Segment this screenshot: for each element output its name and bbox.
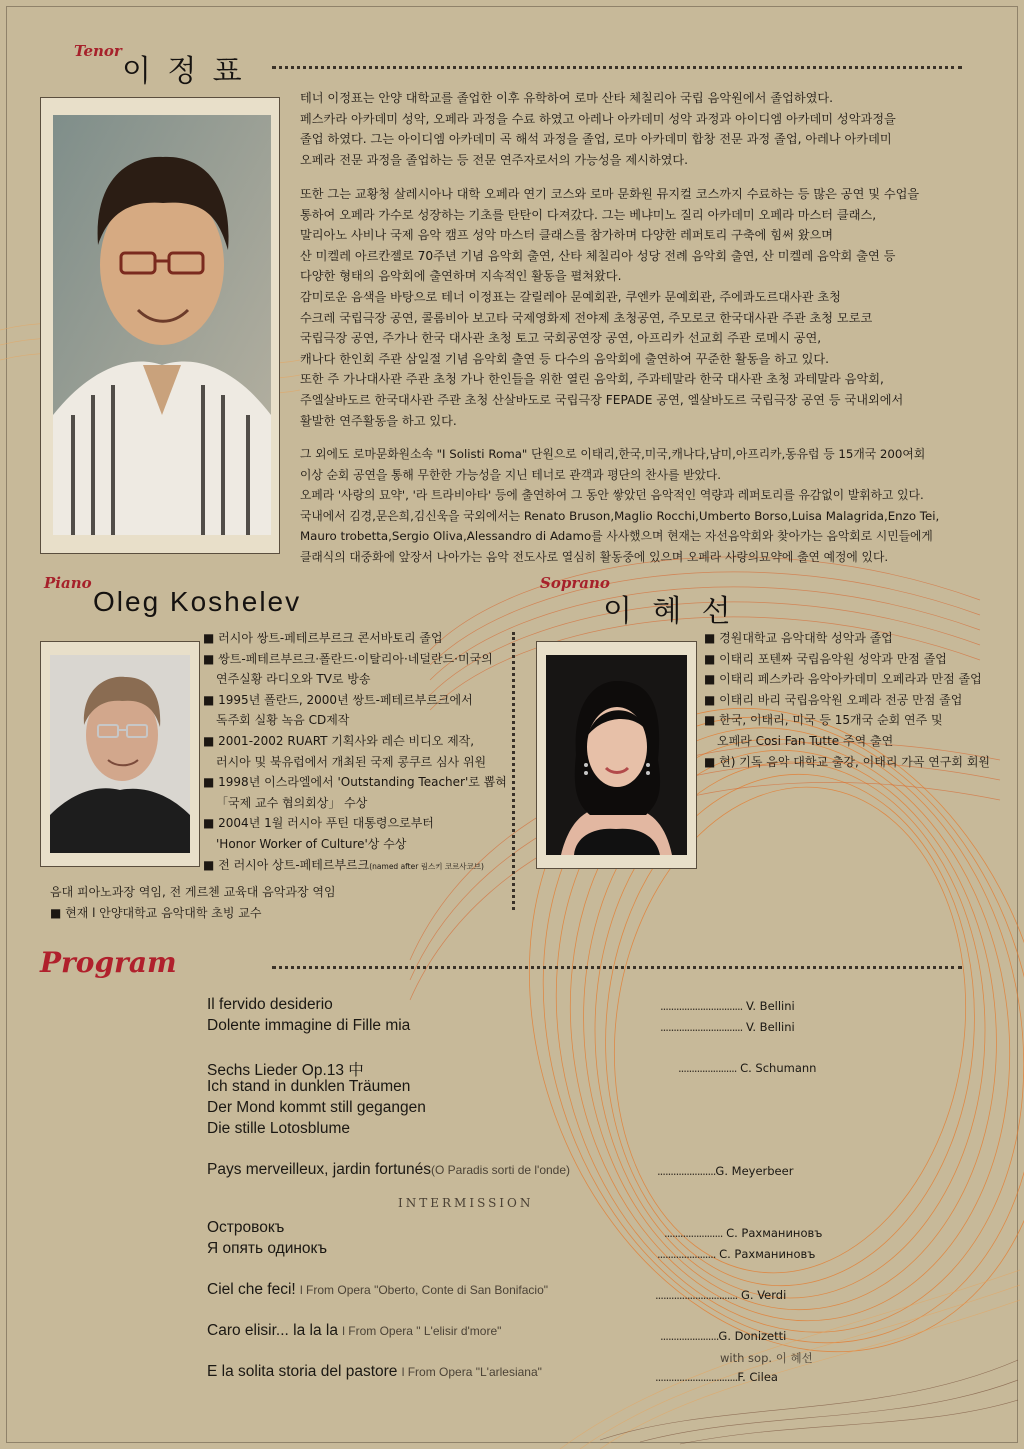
program-item-title: Der Mond kommt still gegangen <box>207 1099 426 1116</box>
bullet-text: 「국제 교수 협의회상」 수상 <box>216 795 368 810</box>
bio-line: 국내에서 김경,문은희,김신욱을 국외에서는 Renato Bruson,Maglio Rocchi,Umberto Borso,Luisa Malagrida,Enzo Tei, <box>300 508 940 523</box>
program-item-composer <box>660 1020 795 1034</box>
bio-line: 다양한 형태의 음악회에 출연하며 지속적인 활동을 펼쳐왔다. <box>300 269 622 284</box>
soprano-name: 이 혜 선 <box>603 595 737 628</box>
piano-name: Oleg Koshelev <box>93 586 302 617</box>
piece-subtitle: l From Opera "Oberto, Conte di San Bonifacio" <box>300 1283 549 1297</box>
bullet-text: 2001-2002 RUART 기획사와 레슨 비디오 제작, <box>218 733 475 748</box>
bullet-text: 현재 l 안양대학교 음악대학 초빙 교수 <box>65 905 262 920</box>
bio-line: 산 미켈레 아르칸젤로 70주년 기념 음악회 출연, 산타 체칠리아 성당 전례 음악회 출연, 산 미켈레 음악회 출연 등 <box>300 248 896 263</box>
tenor-photo-frame <box>40 97 280 554</box>
bullet-text: 'Honor Worker of Culture'상 수상 <box>216 836 407 851</box>
list-item <box>203 752 507 773</box>
tenor-bio-paragraph-1 <box>300 88 1000 170</box>
list-item: ■ 1998년 이스라엘에서 'Outstanding Teacher'로 뽑혀 <box>203 775 507 790</box>
bio-line: 테너 이정표는 안양 대학교를 졸업한 이후 유학하여 로마 산타 체칠리아 국립 음악원에서 졸업하였다. <box>300 91 834 105</box>
list-item: ■ 쌍트-페테르부르크·폴란드·이탈리아·네덜란드·미국의 <box>203 651 493 666</box>
bullet-text: 이태리 페스카라 음악아카데미 오페라과 만점 졸업 <box>719 672 982 687</box>
tenor-role-label: Tenor <box>74 42 122 60</box>
program-item-title <box>207 1363 542 1381</box>
list-item: ■ 2004년 1월 러시아 푸틴 대통령으로부터 <box>203 816 434 831</box>
bio-line: 오페라 전문 과정을 졸업하는 등 전문 연주자로서의 가능성을 제시하였다. <box>300 152 689 167</box>
list-item <box>203 834 507 855</box>
small-note: (named after 림스키 코르사코브) <box>369 861 484 871</box>
bio-line: 또한 주 가나대사관 주관 초청 가나 한인들을 위한 열린 음악회, 주과테말라 한국 대사관 초청 과테말라 음악회, <box>300 372 884 387</box>
program-item-title <box>207 1322 501 1340</box>
piece-subtitle: l From Opera " L'elisir d'more" <box>342 1324 502 1338</box>
composer-name: С. Рахманиновъ <box>719 1247 816 1261</box>
leader-dots: ...................... <box>657 1164 716 1178</box>
program-item-title: Die stille Lotosblume <box>207 1120 351 1137</box>
soprano-photo <box>546 655 687 855</box>
leader-dots: ............................... <box>660 999 743 1013</box>
bio-line: 또한 그는 교황청 살레시아나 대학 오페라 연기 코스와 로마 문화원 뮤지컬 코스까지 수료하는 등 많은 공연 및 수업을 <box>300 187 920 201</box>
bullet-text: 연주실황 라디오와 TV로 방송 <box>216 672 371 687</box>
leader-dots: ............................... <box>655 1370 738 1384</box>
program-item-title: Dolente immagine di Fille mia <box>207 1017 411 1034</box>
bio-line: 수크레 국립극장 공연, 콜롬비아 보고타 국제영화제 전야제 초청공연, 주모로코 한국대사관 주관 초청 모로코 <box>300 310 873 325</box>
list-item <box>203 669 507 690</box>
program-item-title <box>207 1161 570 1179</box>
bio-line: 그 외에도 로마문화원소속 "I Solisti Roma" 단원으로 이태리,한국,미국,캐나다,남미,아프리카,동유럽 등 15개국 200여회 <box>300 447 926 461</box>
column-divider <box>512 632 515 910</box>
piano-role-label: Piano <box>44 574 92 592</box>
list-item: ■ 한국, 이태리, 미국 등 15개국 순회 연주 및 <box>704 713 943 728</box>
program-item-composer <box>655 1288 786 1302</box>
list-item <box>203 710 507 731</box>
program-item-title: Il fervido desiderio <box>207 996 333 1013</box>
list-item: ■ 현) 기독 음악 대학교 출강, 이태리 가곡 연구회 회원 <box>704 754 991 769</box>
soprano-photo-frame <box>536 641 697 869</box>
bullet-text: 2004년 1월 러시아 푸틴 대통령으로부터 <box>218 816 434 831</box>
bullet-text: 독주회 실황 녹음 CD제작 <box>216 713 350 728</box>
program-title: Program <box>40 946 177 979</box>
bullet-text: 한국, 이태리, 미국 등 15개국 순회 연주 및 <box>719 713 943 728</box>
program-item-title: Sechs Lieder Op.13 中 <box>207 1062 364 1079</box>
piece-title: Caro elisir... la la la <box>207 1322 338 1339</box>
program-heading-divider <box>272 966 962 969</box>
tenor-photo <box>53 115 271 535</box>
bio-line: 이상 순회 공연을 통해 무한한 가능성을 지닌 테너로 관객과 평단의 찬사를 받았다. <box>300 467 722 482</box>
bullet-text: 전 러시아 상트-페테르부르크 <box>218 857 370 872</box>
list-item: ■ 러시아 쌍트-페테르부르크 콘서바토리 졸업 <box>203 631 443 645</box>
soprano-bullet-list <box>704 628 990 772</box>
bio-line: 감미로운 음색을 바탕으로 테너 이정표는 갈릴레아 문예회관, 쿠엔카 문예회관, 주에콰도르대사관 초청 <box>300 289 841 304</box>
leader-dots: ............................... <box>660 1020 743 1034</box>
tenor-heading-divider <box>272 66 962 69</box>
composer-name: C. Schumann <box>740 1061 817 1075</box>
program-item-title: Островокъ <box>207 1219 285 1236</box>
program-item-title: Ich stand in dunklen Träumen <box>207 1078 411 1095</box>
piano-photo-frame <box>40 641 200 867</box>
bullet-text: 현) 기독 음악 대학교 출강, 이태리 가곡 연구회 회원 <box>719 754 991 769</box>
program-item-title: Я опять одинокъ <box>207 1240 328 1257</box>
bio-line: 활발한 연주활동을 하고 있다. <box>300 413 457 428</box>
bio-line: 통하여 오페라 가수로 성장하는 기초를 탄탄이 다져갔다. 그는 베냐미노 질리 아카데미 오페라 마스터 클래스, <box>300 207 877 222</box>
leader-dots: ...................... <box>657 1247 716 1261</box>
composer-name: V. Bellini <box>745 999 795 1013</box>
tail-line: 음대 피아노과장 역임, 전 게르첸 교육대 음악과장 역임 <box>50 885 336 899</box>
composer-name: G. Meyerbeer <box>715 1164 794 1178</box>
piece-subtitle: (O Paradis sorti de l'onde) <box>431 1163 571 1177</box>
bio-line: 주엘살바도르 한국대사관 주관 초청 산살바도로 국립극장 FEPADE 공연, 엘살바도르 국립극장 공연 등 국내외에서 <box>300 392 904 407</box>
list-item: ■ 이태리 페스카라 음악아카데미 오페라과 만점 졸업 <box>704 672 982 687</box>
piano-photo <box>50 655 190 853</box>
bio-line: 오페라 '사랑의 묘약', '라 트라비아타' 등에 출연하여 그 동안 쌓았던 음악적인 역량과 레퍼토리를 유감없이 발휘하고 있다. <box>300 488 924 503</box>
bullet-text: 쌍트-페테르부르크·폴란드·이탈리아·네덜란드·미국의 <box>218 651 493 666</box>
leader-dots: ...................... <box>678 1061 737 1075</box>
program-item-composer <box>678 1061 816 1075</box>
bio-line: Mauro trobetta,Sergio Oliva,Alessandro di Adamo를 사사했으며 현재는 자선음악회와 찾아가는 음악회로 시민들에게 <box>300 529 933 544</box>
tenor-name: 이 정 표 <box>122 55 246 88</box>
list-item: ■ 경원대학교 음악대학 성악과 졸업 <box>704 631 893 645</box>
program-item-title <box>207 1281 548 1299</box>
with-soprano-note: with sop. 이 혜선 <box>720 1351 813 1365</box>
leader-dots: ...................... <box>660 1329 719 1343</box>
leader-dots: ...................... <box>664 1226 723 1240</box>
program-item-composer <box>657 1247 815 1261</box>
bullet-text: 이태리 바리 국립음악원 오페라 전공 만점 졸업 <box>719 692 963 707</box>
program-item-composer <box>660 1329 786 1343</box>
bio-line: 말리아노 사비나 국제 음악 캠프 성악 마스터 클래스를 참가하며 다양한 레퍼토리 구축에 힘써 왔으며 <box>300 228 834 243</box>
bio-line: 캐나다 한인회 주관 삼일절 기념 음악회 출연 등 다수의 음악회에 출연하여 꾸준한 활동을 하고 있다. <box>300 351 830 366</box>
list-item: ■ 2001-2002 RUART 기획사와 레슨 비디오 제작, <box>203 733 475 748</box>
list-item: ■ 이태리 포텐짜 국립음악원 성악과 만점 졸업 <box>704 651 947 666</box>
bullet-text: 이태리 포텐짜 국립음악원 성악과 만점 졸업 <box>719 651 947 666</box>
piece-subtitle: l From Opera "L'arlesiana" <box>401 1365 542 1379</box>
bio-line: 졸업 하였다. 그는 아이디엠 아카데미 곡 해석 과정을 졸업, 로마 아카데미 합창 전문 과정 졸업, 아레나 아카데미 <box>300 132 892 147</box>
intermission-label: INTERMISSION <box>398 1196 534 1210</box>
program-item-composer <box>664 1226 822 1240</box>
tenor-bio-paragraph-3 <box>300 444 1015 568</box>
piano-bullet-list <box>203 628 507 877</box>
bullet-text: 러시아 및 북유럽에서 개최된 국제 콩쿠르 심사 위원 <box>216 754 487 769</box>
list-item <box>203 793 507 814</box>
list-item: ■ 이태리 바리 국립음악원 오페라 전공 만점 졸업 <box>704 692 963 707</box>
list-item: ■ 전 러시아 상트-페테르부르크(named after 림스키 코르사코브) <box>203 857 484 872</box>
list-item: ■ 1995년 폴란드, 2000년 쌍트-페테르부르크에서 <box>203 692 473 707</box>
bullet-text: 1995년 폴란드, 2000년 쌍트-페테르부르크에서 <box>218 692 473 707</box>
piece-title: Pays merveilleux, jardin fortunés <box>207 1161 431 1178</box>
program-item-composer <box>655 1370 778 1384</box>
bullet-text: 1998년 이스라엘에서 'Outstanding Teacher'로 뽑혀 <box>218 775 507 790</box>
leader-dots: ............................... <box>655 1288 738 1302</box>
list-item: ■ 현재 l 안양대학교 음악대학 초빙 교수 <box>50 905 262 920</box>
bullet-text: 경원대학교 음악대학 성악과 졸업 <box>719 631 893 645</box>
bio-line: 클래식의 대중화에 앞장서 나아가는 음악 전도사로 열심히 활동중에 있으며 오페라 사랑의묘약에 출연 예정에 있다. <box>300 549 889 564</box>
composer-name: G. Donizetti <box>718 1329 787 1343</box>
program-item-composer <box>657 1164 793 1178</box>
tenor-bio-paragraph-2 <box>300 184 1000 431</box>
composer-name: G. Verdi <box>740 1288 787 1302</box>
list-item <box>704 731 990 752</box>
piano-tail <box>50 882 336 923</box>
bullet-text: 오페라 Cosi Fan Tutte 주역 출연 <box>717 733 894 748</box>
program-item-composer <box>660 999 795 1013</box>
soprano-role-label: Soprano <box>540 574 610 592</box>
composer-name: F. Cilea <box>737 1370 778 1384</box>
piece-title: Ciel che feci! <box>207 1281 296 1298</box>
composer-name: С. Рахманиновъ <box>726 1226 823 1240</box>
bullet-text: 러시아 쌍트-페테르부르크 콘서바토리 졸업 <box>218 631 443 645</box>
bio-line: 국립극장 공연, 주가나 한국 대사관 초청 토고 국회공연장 공연, 아프리카 선교회 주관 로메시 공연, <box>300 331 822 346</box>
composer-name: V. Bellini <box>745 1020 795 1034</box>
piece-title: E la solita storia del pastore <box>207 1363 398 1380</box>
bio-line: 페스카라 아카데미 성악, 오페라 과정을 수료 하였고 아레나 아카데미 성악 과정과 아이디엠 아카데미 성악과정을 <box>300 111 896 126</box>
